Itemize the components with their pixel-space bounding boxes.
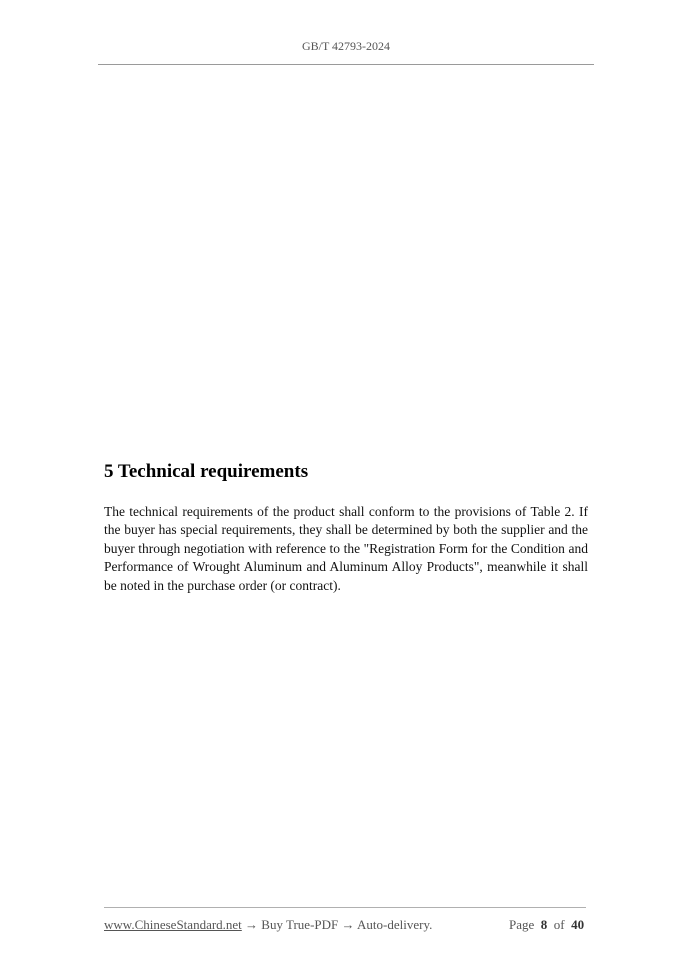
section-paragraph: The technical requirements of the product shall conform to the provisions of Table 2. If the buyer has special requirements, they shall be determined by both the supplier and the buyer through negotiation with reference to the "Registration Form for the Condition and Performance of Wrought Aluminum and Aluminum Alloy Products", meanwhile it shall be noted in the purchase order (or contract).	[104, 504, 588, 593]
footer-step-delivery: Auto-delivery.	[357, 917, 433, 932]
page-current: 8	[540, 917, 548, 932]
footer-divider	[104, 907, 586, 908]
page-total: 40	[571, 917, 585, 932]
footer-left	[104, 916, 432, 933]
arrow-right-icon: →	[245, 917, 259, 932]
section-heading: 5 Technical requirements	[104, 461, 309, 482]
chinesestandard-link[interactable]: www.ChineseStandard.net	[104, 917, 242, 932]
page-label: Page	[509, 917, 535, 932]
arrow-right-icon: →	[341, 917, 355, 932]
page-of: of	[553, 917, 565, 932]
footer-step-buy: Buy True-PDF	[261, 917, 339, 932]
page-number	[509, 916, 584, 933]
header-divider	[98, 64, 594, 65]
page-header: GB/T 42793-2024	[301, 39, 391, 53]
